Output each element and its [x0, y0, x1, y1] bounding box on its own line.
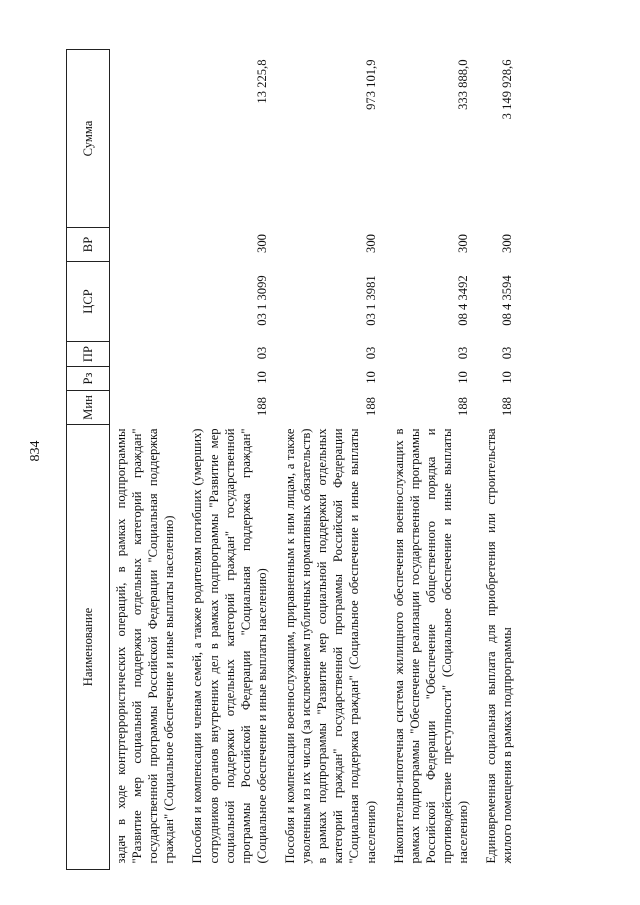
row-name: Единовременная социальная выплата для приобретения или строительства жилого помещения в рамках подпрограммы — [484, 428, 515, 864]
row-vr: 300 — [456, 234, 471, 253]
row-vr: 300 — [500, 234, 515, 253]
row-rz: 10 — [456, 371, 471, 384]
row-rz: 10 — [363, 371, 378, 384]
page-number: 834 — [28, 440, 43, 462]
row-min: 188 — [254, 397, 269, 416]
row-csr: 08 4 3594 — [500, 275, 515, 326]
table-row — [276, 50, 385, 870]
row-sum: 13 225,8 — [254, 59, 269, 104]
row-name: задач в ходе контртеррористических операций, в рамках подпрограммы "Развитие мер социальной поддержки отдельных категорий граждан" государственной программы Российской Федерации "Социальная поддержка граждан" (Социальное обеспечение и иные выплаты населению) — [114, 428, 177, 864]
row-name: Пособия и компенсации военнослужащим, приравненным к ним лицам, а также уволенным из их числа (за исключением публичных нормативных обязательств) в рамках подпрограммы "Развитие мер социальной поддержки отдельных категорий граждан" государственной программы Российской Федерации "Социальная поддержка граждан" (Социальное обеспечение и иные выплаты населению) — [282, 428, 378, 864]
row-min: 188 — [500, 397, 515, 416]
header-min: Мин — [67, 391, 110, 425]
header-pr: ПР — [67, 342, 110, 367]
row-sum: 333 888,0 — [456, 59, 471, 110]
row-rz — [110, 367, 184, 391]
table-row — [477, 50, 521, 870]
row-min: 188 — [363, 397, 378, 416]
table-row — [183, 50, 276, 870]
row-vr: 300 — [254, 234, 269, 253]
header-sum: Сумма — [67, 50, 110, 228]
rotated-table-container — [66, 50, 586, 870]
row-rz: 10 — [500, 371, 515, 384]
header-rz: Рз — [67, 367, 110, 391]
row-csr: 03 1 3099 — [254, 275, 269, 326]
row-csr: 03 1 3981 — [363, 275, 378, 326]
budget-table — [66, 49, 521, 870]
row-csr — [110, 262, 184, 342]
row-vr — [110, 228, 184, 262]
row-pr — [110, 342, 184, 367]
row-name: Пособия и компенсации членам семей, а также родителям погибших (умерших) сотрудников органов внутренних дел в рамках подпрограммы "Развитие мер социальной поддержки отдельных категорий граждан" государственной программы Российской Федерации "Социальная поддержка граждан" (Социальное обеспечение и иные выплаты населению) — [190, 428, 269, 864]
row-rz: 10 — [254, 371, 269, 384]
row-sum: 3 149 928,6 — [500, 59, 515, 120]
row-pr: 03 — [456, 346, 471, 360]
header-csr: ЦСР — [67, 262, 110, 342]
row-pr: 03 — [363, 346, 378, 360]
table-row — [110, 50, 184, 870]
row-name: Накопительно-ипотечная система жилищного обеспечения военнослужащих в рамках подпрограммы "Обеспечение реализации государственной программы Российской Федерации "Обеспечение общественного порядка и противодействие преступности" (Социальное обеспечение и иные выплаты населению) — [391, 428, 471, 864]
row-vr: 300 — [363, 234, 378, 253]
row-min: 188 — [456, 397, 471, 416]
row-csr: 08 4 3492 — [456, 275, 471, 326]
table-row — [385, 50, 478, 870]
row-pr: 03 — [254, 346, 269, 360]
table-header-row — [67, 50, 110, 870]
header-vr: ВР — [67, 228, 110, 262]
row-pr: 03 — [500, 346, 515, 360]
row-sum — [110, 50, 184, 228]
row-min — [110, 391, 184, 425]
row-sum: 973 101,9 — [363, 59, 378, 110]
header-name: Наименование — [67, 425, 110, 870]
